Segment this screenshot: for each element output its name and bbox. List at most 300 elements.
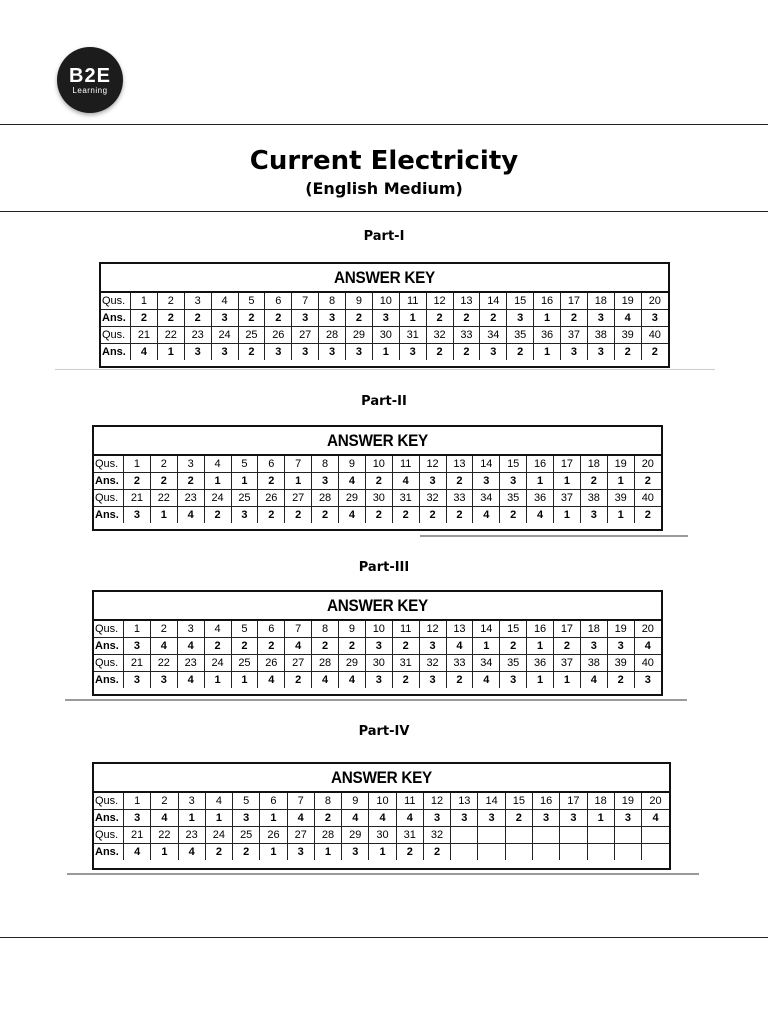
- page-subtitle: (English Medium): [305, 179, 463, 198]
- question-number-cell: 34: [473, 655, 500, 672]
- answer-key-heading: ANSWER KEY: [330, 768, 432, 787]
- answer-cell: 1: [178, 810, 205, 827]
- answer-cell: 1: [554, 507, 581, 524]
- answer-cell: 2: [285, 672, 312, 689]
- question-number-cell: 31: [396, 827, 423, 844]
- row-label: Ans.: [94, 810, 124, 827]
- answer-cell: 2: [446, 507, 473, 524]
- question-number-cell: [560, 827, 587, 844]
- answer-cell: [614, 844, 641, 861]
- question-number-cell: 20: [634, 455, 661, 473]
- question-number-cell: 25: [231, 655, 258, 672]
- answer-cell: 2: [634, 507, 661, 524]
- answer-cell: 1: [534, 310, 561, 327]
- question-number-cell: 13: [446, 620, 473, 638]
- question-number-cell: 4: [204, 455, 231, 473]
- header-divider: [0, 124, 768, 125]
- answer-cell: 1: [231, 672, 258, 689]
- answer-cell: 3: [399, 344, 426, 361]
- question-number-cell: [532, 827, 559, 844]
- scan-edge-line: [67, 873, 699, 875]
- answer-cell: 3: [478, 810, 505, 827]
- answer-cell: 2: [205, 844, 232, 861]
- answer-cell: 4: [312, 672, 339, 689]
- question-number-cell: 11: [392, 620, 419, 638]
- question-number-cell: 38: [580, 490, 607, 507]
- row-label: Ans.: [101, 344, 131, 361]
- question-number-cell: 28: [314, 827, 341, 844]
- question-number-cell: 9: [339, 455, 366, 473]
- question-number-cell: 22: [150, 655, 177, 672]
- answer-cell: 2: [480, 310, 507, 327]
- answer-cell: 1: [534, 344, 561, 361]
- answer-key-row: [94, 827, 669, 844]
- answer-cell: 2: [231, 638, 258, 655]
- question-number-cell: 15: [500, 620, 527, 638]
- question-number-cell: 31: [399, 327, 426, 344]
- answer-cell: 3: [265, 344, 292, 361]
- answer-key-row: [94, 507, 661, 524]
- question-number-cell: 2: [150, 620, 177, 638]
- question-number-cell: 16: [527, 455, 554, 473]
- answer-cell: 4: [177, 638, 204, 655]
- answer-cell: [532, 844, 559, 861]
- answer-key-heading: ANSWER KEY: [326, 596, 428, 615]
- answer-cell: 3: [319, 344, 346, 361]
- answer-cell: 3: [372, 310, 399, 327]
- question-number-cell: 37: [554, 655, 581, 672]
- question-number-cell: 21: [124, 827, 151, 844]
- question-number-cell: 40: [634, 490, 661, 507]
- scan-edge-line: [65, 699, 687, 701]
- answer-cell: 3: [507, 310, 534, 327]
- answer-cell: 2: [312, 638, 339, 655]
- answer-cell: 3: [423, 810, 450, 827]
- question-number-cell: 12: [419, 455, 446, 473]
- question-number-cell: 27: [285, 655, 312, 672]
- question-number-cell: 23: [177, 655, 204, 672]
- row-label: Ans.: [94, 507, 124, 524]
- answer-key-row: [94, 455, 661, 473]
- answer-cell: 3: [365, 638, 392, 655]
- answer-cell: 1: [151, 844, 178, 861]
- question-number-cell: 11: [396, 792, 423, 810]
- question-number-cell: 4: [205, 792, 232, 810]
- answer-key-table-part-1: [99, 262, 670, 368]
- question-number-cell: 2: [151, 792, 178, 810]
- question-number-cell: 16: [527, 620, 554, 638]
- question-number-cell: 36: [534, 327, 561, 344]
- question-number-cell: 33: [446, 490, 473, 507]
- row-label: Ans.: [94, 638, 124, 655]
- question-number-cell: 6: [265, 292, 292, 310]
- question-number-cell: 3: [178, 792, 205, 810]
- answer-cell: 2: [392, 507, 419, 524]
- answer-cell: 3: [124, 810, 151, 827]
- question-number-cell: 33: [446, 655, 473, 672]
- question-number-cell: 1: [124, 792, 151, 810]
- question-number-cell: 18: [587, 292, 614, 310]
- question-number-cell: 3: [184, 292, 211, 310]
- answer-cell: 2: [554, 638, 581, 655]
- answer-cell: 2: [453, 310, 480, 327]
- row-label: Qus.: [101, 327, 131, 344]
- answer-cell: 4: [124, 844, 151, 861]
- answer-key-row: [94, 490, 661, 507]
- answer-cell: 1: [527, 638, 554, 655]
- answer-cell: 3: [419, 473, 446, 490]
- question-number-cell: 18: [580, 620, 607, 638]
- question-number-cell: 24: [204, 490, 231, 507]
- row-label: Qus.: [94, 490, 124, 507]
- question-number-cell: 2: [150, 455, 177, 473]
- answer-key-row: [94, 473, 661, 490]
- answer-cell: 3: [124, 672, 151, 689]
- answer-cell: 3: [580, 507, 607, 524]
- question-number-cell: 40: [634, 655, 661, 672]
- answer-cell: 4: [614, 310, 641, 327]
- answer-cell: 1: [285, 473, 312, 490]
- question-number-cell: 10: [369, 792, 396, 810]
- question-number-cell: 20: [634, 620, 661, 638]
- question-number-cell: 19: [607, 620, 634, 638]
- answer-cell: 1: [399, 310, 426, 327]
- answer-cell: 3: [480, 344, 507, 361]
- question-number-cell: 3: [177, 620, 204, 638]
- answer-cell: 2: [314, 810, 341, 827]
- question-number-cell: 21: [124, 490, 151, 507]
- question-number-cell: 30: [372, 327, 399, 344]
- answer-cell: 2: [258, 638, 285, 655]
- answer-key-row: [101, 327, 668, 344]
- question-number-cell: 1: [124, 620, 151, 638]
- part-3-label: Part-III: [358, 560, 410, 575]
- answer-cell: 1: [554, 473, 581, 490]
- row-label: Qus.: [94, 455, 124, 473]
- answer-cell: 2: [426, 344, 453, 361]
- question-number-cell: 26: [258, 490, 285, 507]
- answer-key-heading: ANSWER KEY: [333, 268, 435, 287]
- question-number-cell: 7: [285, 455, 312, 473]
- answer-cell: 3: [124, 507, 151, 524]
- question-number-cell: 21: [124, 655, 151, 672]
- question-number-cell: 3: [177, 455, 204, 473]
- answer-cell: 2: [233, 844, 260, 861]
- answer-cell: 4: [150, 638, 177, 655]
- answer-key-row: [94, 672, 661, 689]
- answer-key-row: [94, 844, 669, 861]
- answer-cell: 4: [473, 672, 500, 689]
- question-number-cell: 40: [641, 327, 668, 344]
- part-2-label: Part-II: [361, 394, 407, 409]
- answer-cell: 4: [339, 672, 366, 689]
- answer-cell: [642, 844, 669, 861]
- question-number-cell: [451, 827, 478, 844]
- page-title: Current Electricity: [249, 146, 519, 176]
- answer-cell: 3: [292, 344, 319, 361]
- answer-cell: 1: [527, 672, 554, 689]
- question-number-cell: 34: [480, 327, 507, 344]
- answer-cell: 3: [419, 672, 446, 689]
- question-number-cell: 9: [346, 292, 373, 310]
- answer-cell: 2: [419, 507, 446, 524]
- answer-key-row: [94, 810, 669, 827]
- answer-cell: 2: [150, 473, 177, 490]
- answer-cell: 4: [339, 507, 366, 524]
- answer-cell: 2: [238, 344, 265, 361]
- answer-key-row: [94, 655, 661, 672]
- answer-cell: 4: [285, 638, 312, 655]
- question-number-cell: 29: [339, 655, 366, 672]
- answer-cell: 4: [369, 810, 396, 827]
- row-label: Ans.: [94, 672, 124, 689]
- answer-cell: 3: [231, 507, 258, 524]
- answer-cell: 4: [392, 473, 419, 490]
- answer-cell: 2: [641, 344, 668, 361]
- question-number-cell: 10: [365, 620, 392, 638]
- answer-cell: 1: [205, 810, 232, 827]
- answer-cell: 2: [634, 473, 661, 490]
- question-number-cell: 18: [580, 455, 607, 473]
- answer-cell: 3: [580, 638, 607, 655]
- question-number-cell: 17: [554, 620, 581, 638]
- question-number-cell: 25: [231, 490, 258, 507]
- answer-cell: 2: [258, 507, 285, 524]
- question-number-cell: 29: [339, 490, 366, 507]
- part-1-label: Part-I: [363, 229, 405, 244]
- answer-cell: 1: [260, 810, 287, 827]
- answer-cell: 1: [204, 473, 231, 490]
- answer-cell: 1: [372, 344, 399, 361]
- answer-cell: [451, 844, 478, 861]
- row-label: Qus.: [94, 620, 124, 638]
- question-number-cell: 29: [342, 827, 369, 844]
- answer-cell: 3: [587, 344, 614, 361]
- question-number-cell: 27: [287, 827, 314, 844]
- question-number-cell: 38: [580, 655, 607, 672]
- answer-cell: 3: [500, 672, 527, 689]
- question-number-cell: 12: [426, 292, 453, 310]
- answer-cell: 3: [365, 672, 392, 689]
- answer-cell: 2: [131, 310, 158, 327]
- question-number-cell: 17: [554, 455, 581, 473]
- question-number-cell: 13: [453, 292, 480, 310]
- answer-cell: 3: [184, 344, 211, 361]
- answer-cell: 4: [177, 672, 204, 689]
- answer-cell: 2: [392, 672, 419, 689]
- answer-cell: 1: [231, 473, 258, 490]
- answer-cell: 2: [392, 638, 419, 655]
- footer-divider: [0, 937, 768, 938]
- answer-cell: 4: [342, 810, 369, 827]
- question-number-cell: 27: [292, 327, 319, 344]
- answer-cell: 4: [178, 844, 205, 861]
- question-number-cell: 39: [607, 655, 634, 672]
- answer-cell: 1: [473, 638, 500, 655]
- logo-subtext: Learning: [72, 85, 108, 95]
- answer-key-table-part-2: [92, 425, 663, 531]
- answer-cell: 1: [607, 473, 634, 490]
- answer-cell: 2: [285, 507, 312, 524]
- answer-cell: 3: [346, 344, 373, 361]
- answer-cell: 4: [642, 810, 669, 827]
- question-number-cell: 12: [419, 620, 446, 638]
- answer-cell: 2: [426, 310, 453, 327]
- answer-key-row: [101, 310, 668, 327]
- question-number-cell: 1: [131, 292, 158, 310]
- answer-cell: 2: [365, 507, 392, 524]
- answer-cell: 1: [554, 672, 581, 689]
- question-number-cell: 23: [178, 827, 205, 844]
- answer-cell: 2: [500, 507, 527, 524]
- question-number-cell: 30: [369, 827, 396, 844]
- question-number-cell: 18: [587, 792, 614, 810]
- answer-cell: 2: [258, 473, 285, 490]
- answer-cell: 2: [505, 810, 532, 827]
- row-label: Qus.: [94, 792, 124, 810]
- question-number-cell: 32: [419, 490, 446, 507]
- answer-cell: 4: [396, 810, 423, 827]
- question-number-cell: 7: [292, 292, 319, 310]
- question-number-cell: 16: [532, 792, 559, 810]
- question-number-cell: 20: [642, 792, 669, 810]
- question-number-cell: 39: [607, 490, 634, 507]
- question-number-cell: 19: [614, 792, 641, 810]
- question-number-cell: 26: [258, 655, 285, 672]
- question-number-cell: 24: [211, 327, 238, 344]
- answer-cell: 2: [204, 507, 231, 524]
- question-number-cell: 11: [392, 455, 419, 473]
- question-number-cell: [642, 827, 669, 844]
- answer-cell: 2: [365, 473, 392, 490]
- answer-cell: 4: [177, 507, 204, 524]
- answer-cell: 2: [177, 473, 204, 490]
- answer-cell: 3: [419, 638, 446, 655]
- question-number-cell: 22: [157, 327, 184, 344]
- answer-cell: 2: [124, 473, 151, 490]
- answer-cell: 3: [150, 672, 177, 689]
- question-number-cell: 16: [534, 292, 561, 310]
- question-number-cell: 14: [480, 292, 507, 310]
- question-number-cell: 24: [204, 655, 231, 672]
- answer-cell: 4: [580, 672, 607, 689]
- question-number-cell: 31: [392, 655, 419, 672]
- answer-grid: [101, 291, 668, 360]
- answer-cell: 2: [238, 310, 265, 327]
- answer-key-row: [101, 292, 668, 310]
- question-number-cell: 32: [423, 827, 450, 844]
- answer-cell: 3: [342, 844, 369, 861]
- answer-cell: 2: [507, 344, 534, 361]
- answer-cell: 3: [292, 310, 319, 327]
- answer-cell: 4: [473, 507, 500, 524]
- question-number-cell: 19: [607, 455, 634, 473]
- answer-cell: 4: [287, 810, 314, 827]
- answer-cell: 3: [532, 810, 559, 827]
- answer-cell: 4: [258, 672, 285, 689]
- answer-cell: 2: [204, 638, 231, 655]
- question-number-cell: 7: [287, 792, 314, 810]
- answer-cell: 3: [312, 473, 339, 490]
- answer-cell: 4: [339, 473, 366, 490]
- question-number-cell: 28: [312, 655, 339, 672]
- question-number-cell: 32: [426, 327, 453, 344]
- answer-cell: 4: [527, 507, 554, 524]
- question-number-cell: 37: [561, 327, 588, 344]
- scan-edge-line: [55, 369, 715, 370]
- answer-cell: 3: [587, 310, 614, 327]
- question-number-cell: [614, 827, 641, 844]
- question-number-cell: 15: [500, 455, 527, 473]
- question-number-cell: 9: [339, 620, 366, 638]
- question-number-cell: 25: [238, 327, 265, 344]
- answer-cell: 2: [265, 310, 292, 327]
- answer-key-table-part-3: [92, 590, 663, 696]
- answer-cell: 1: [260, 844, 287, 861]
- answer-cell: 2: [614, 344, 641, 361]
- answer-cell: 3: [211, 310, 238, 327]
- question-number-cell: 30: [365, 655, 392, 672]
- answer-cell: 3: [607, 638, 634, 655]
- question-number-cell: [478, 827, 505, 844]
- question-number-cell: 36: [527, 490, 554, 507]
- question-number-cell: 5: [233, 792, 260, 810]
- answer-cell: 2: [423, 844, 450, 861]
- answer-grid: [94, 454, 661, 523]
- answer-cell: 2: [561, 310, 588, 327]
- answer-cell: 3: [287, 844, 314, 861]
- question-number-cell: 36: [527, 655, 554, 672]
- answer-cell: 2: [157, 310, 184, 327]
- question-number-cell: 6: [258, 620, 285, 638]
- answer-key-row: [101, 344, 668, 361]
- question-number-cell: 14: [473, 620, 500, 638]
- question-number-cell: 13: [446, 455, 473, 473]
- answer-cell: 1: [369, 844, 396, 861]
- answer-cell: 2: [453, 344, 480, 361]
- question-number-cell: 8: [314, 792, 341, 810]
- answer-cell: 4: [151, 810, 178, 827]
- answer-key-row: [94, 620, 661, 638]
- answer-cell: 3: [451, 810, 478, 827]
- answer-cell: 1: [587, 810, 614, 827]
- answer-cell: [587, 844, 614, 861]
- question-number-cell: 6: [260, 792, 287, 810]
- question-number-cell: 29: [346, 327, 373, 344]
- question-number-cell: 13: [451, 792, 478, 810]
- answer-grid: [94, 619, 661, 688]
- answer-cell: 1: [314, 844, 341, 861]
- question-number-cell: 15: [507, 292, 534, 310]
- question-number-cell: [505, 827, 532, 844]
- question-number-cell: 37: [554, 490, 581, 507]
- answer-cell: 3: [500, 473, 527, 490]
- answer-cell: 3: [560, 810, 587, 827]
- answer-cell: 1: [150, 507, 177, 524]
- question-number-cell: 7: [285, 620, 312, 638]
- title-divider: [0, 211, 768, 212]
- question-number-cell: 32: [419, 655, 446, 672]
- answer-cell: [505, 844, 532, 861]
- part-4-label: Part-IV: [358, 724, 410, 739]
- row-label: Ans.: [94, 473, 124, 490]
- question-number-cell: 11: [399, 292, 426, 310]
- row-label: Qus.: [94, 827, 124, 844]
- question-number-cell: 8: [319, 292, 346, 310]
- answer-cell: 3: [233, 810, 260, 827]
- question-number-cell: 19: [614, 292, 641, 310]
- question-number-cell: 8: [312, 455, 339, 473]
